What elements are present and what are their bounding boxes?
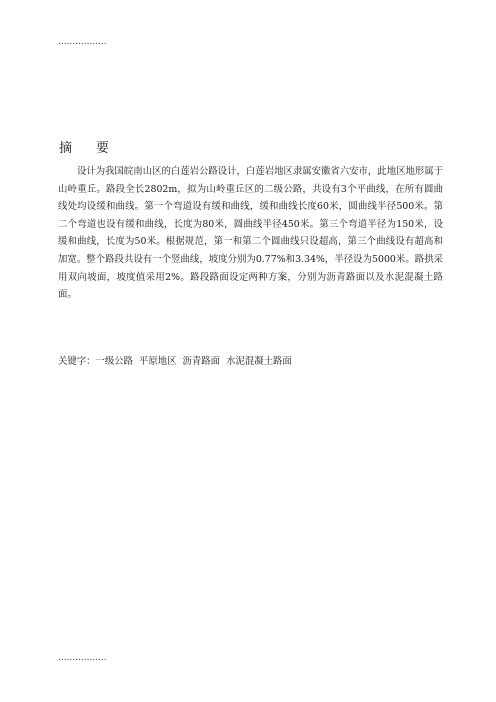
keyword-item: 水泥混凝土路面 [226, 356, 292, 367]
keyword-item: 一级公路 [95, 356, 134, 367]
keywords-line [58, 355, 292, 369]
keyword-item: 平原地区 [139, 356, 177, 367]
header-dots: ................. [58, 37, 107, 47]
footer-dots: ................. [58, 653, 107, 663]
abstract-heading: 摘要 [59, 141, 134, 156]
abstract-body: 设计为我国皖南山区的白莲岩公路设计，白莲岩地区隶属安徽省六安市，此地区地形属于山岭重丘。路段全长2802m，拟为山岭重丘区的二级公路，共设有3个平曲线，在所有圆曲线处均设缓和曲线。第一个弯道设有缓和曲线，缓和曲线长度60米，圆曲线半径500米。第二个弯道也设有缓和曲线，长度为80米，圆曲线半径450米。第三个弯道半径为150米，设缓和曲线，长度为50米。根据规范，第一和第二个圆曲线只设超高，第三个曲线设有超高和加宽。整个路段共设有一个竖曲线，坡度分别为0.77%和3.34%，半径设为5000米。路拱采用双向坡面，坡度值采用2%。路段路面设定两种方案，分别为沥青路面以及水泥混凝土路面。 [58, 166, 443, 301]
keyword-item: 沥青路面 [182, 356, 221, 367]
keywords-label: 关键字： [58, 356, 96, 367]
